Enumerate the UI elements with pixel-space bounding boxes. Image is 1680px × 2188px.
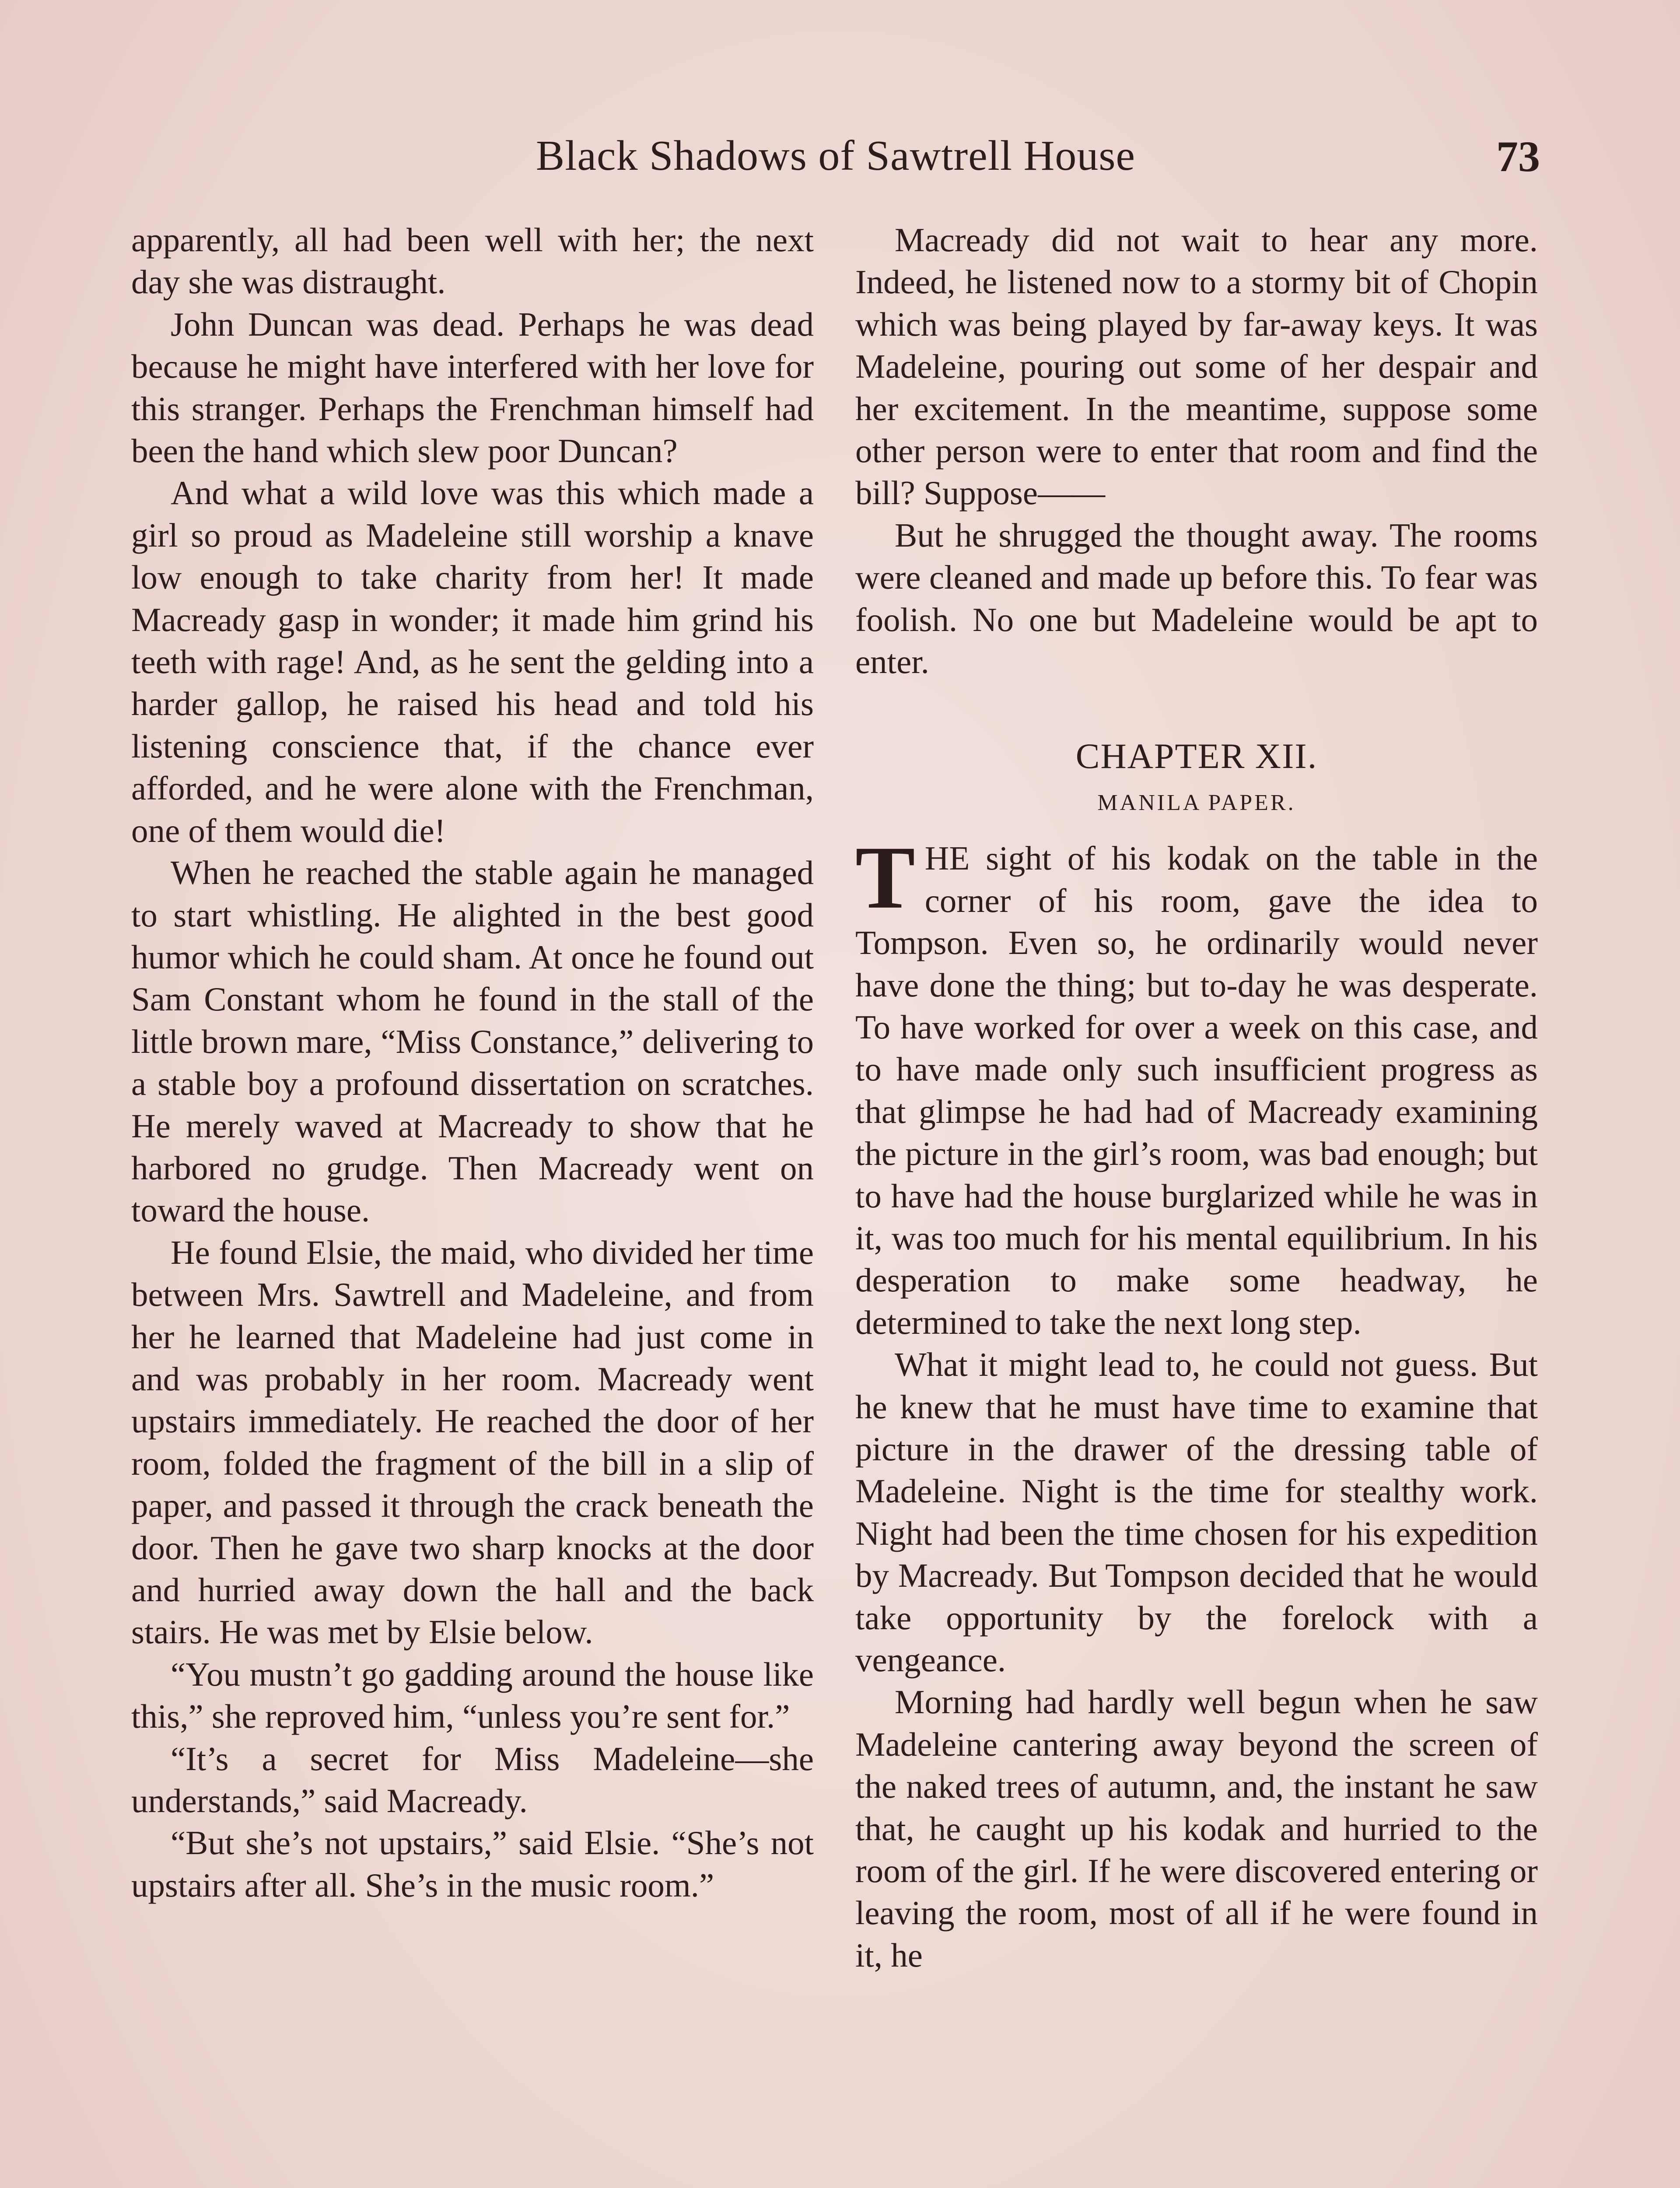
drop-cap: T bbox=[855, 828, 915, 928]
page-number: 73 bbox=[1496, 132, 1540, 181]
paragraph: apparently, all had been well with her; the next day she was distraught. bbox=[131, 221, 814, 301]
chapter-heading: CHAPTER XII. bbox=[1075, 736, 1318, 776]
running-title: Black Shadows of Sawtrell House bbox=[536, 132, 1136, 179]
paragraph: Macready did not wait to hear any more. Indeed, he listened now to a stormy bit of Chopin which was being played by far-away keys. It was Madeleine, pouring out some of her despair and her excitement. In the meantime, suppose some other person were to enter that room and find the bill? Suppose—— bbox=[855, 221, 1538, 512]
opening-text: HE sight of his kodak on the table in the corner of his room, gave the idea to Tompson. Even so, he ordinarily would never have done the thing; but to-day he was desperate. To have worked for over a week on this case, and to have made only such insufficient progress as that glimpse he had had of Macready examining the picture in the girl’s room, was bad enough; but to have had the house burglarized while he was in it, was too much for his mental equilibrium. In his desperation to make some headway, he determined to take the next long step. bbox=[855, 839, 1538, 1341]
paragraph: And what a wild love was this which made a girl so proud as Madeleine still worship a knave low enough to take charity from her! It made Macready gasp in wonder; it made him grind his teeth with rage! And, as he sent the gelding into a harder gallop, he raised his head and told his listening conscience that, if the chance ever afforded, and he were alone with the Frenchman, one of them would die! bbox=[131, 474, 814, 849]
paragraph: But he shrugged the thought away. The rooms were cleaned and made up before this. To fear was foolish. No one but Madeleine would be apt to enter. bbox=[855, 516, 1538, 681]
paragraph: When he reached the stable again he managed to start whistling. He alighted in the best good humor which he could sham. At once he found out Sam Constant whom he found in the stall of the little brown mare, “Miss Constance,” delivering to a stable boy a profound dissertation on scratches. He merely waved at Macready to show that he harbored no grudge. Then Macready went on toward the house. bbox=[131, 854, 814, 1229]
chapter-subheading: MANILA PAPER. bbox=[1097, 790, 1296, 815]
paragraph: “You mustn’t go gadding around the house like this,” she reproved him, “unless you’re sent for.” bbox=[131, 1655, 814, 1736]
chapter-opening-paragraph bbox=[855, 828, 1538, 1343]
paragraph: He found Elsie, the maid, who divided her time between Mrs. Sawtrell and Madeleine, and from her he learned that Madeleine had just come in and was probably in her room. Macready went upstairs immediately. He reached the door of her room, folded the fragment of the bill in a slip of paper, and passed it through the crack beneath the door. Then he gave two sharp knocks at the door and hurried away down the hall and the back stairs. He was met by Elsie below. bbox=[131, 1233, 814, 1651]
paragraph: John Duncan was dead. Perhaps he was dead because he might have interfered with her love for this stranger. Perhaps the Frenchman himself had been the hand which slew poor Duncan? bbox=[131, 305, 814, 470]
paragraph: “But she’s not upstairs,” said Elsie. “She’s not upstairs after all. She’s in the music room.” bbox=[131, 1824, 814, 1904]
paragraph: What it might lead to, he could not guess. But he knew that he must have time to examine that picture in the drawer of the dressing table of Madeleine. Night is the time for stealthy work. Night had been the time chosen for his expedition by Macready. But Tompson decided that he would take opportunity by the forelock with a vengeance. bbox=[855, 1346, 1538, 1679]
paragraph: “It’s a secret for Miss Madeleine—she understands,” said Macready. bbox=[131, 1739, 814, 1820]
right-column bbox=[855, 219, 1538, 1976]
running-header bbox=[131, 131, 1540, 197]
left-column bbox=[131, 219, 814, 1906]
paragraph: Morning had hardly well begun when he saw Madeleine cantering away beyond the screen of the naked trees of autumn, and, the instant he saw that, he caught up his kodak and hurried to the room of the girl. If he were discovered entering or leaving the room, most of all if he were found in it, he bbox=[855, 1683, 1538, 1974]
